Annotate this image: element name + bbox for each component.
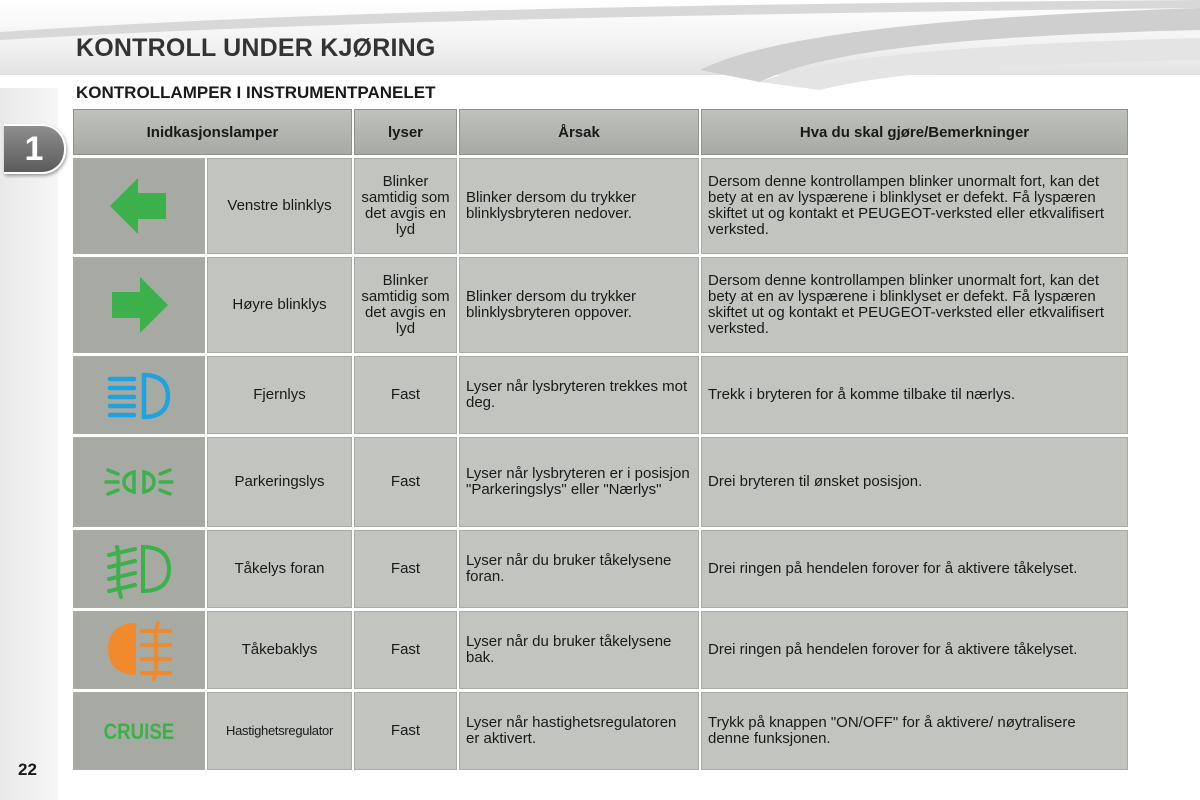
table-row-name: Hastighetsregulator (207, 692, 352, 770)
table-row-light: Fast (354, 530, 457, 608)
table-row-light: Blinker samtidig som det avgis en lyd (354, 158, 457, 254)
page-title: KONTROLL UNDER KJØRING (76, 34, 436, 62)
table-row-light: Fast (354, 437, 457, 527)
header-cause: Årsak (459, 109, 699, 155)
table-row-icon (73, 692, 205, 770)
parking-lights-icon (104, 462, 174, 502)
table-row-cause: Lyser når du bruker tåkelysene foran. (459, 530, 699, 608)
side-strip (0, 88, 58, 800)
page-number: 22 (18, 760, 37, 779)
table-row-notes: Drei ringen på hendelen forover for å aktivere tåkelyset. (701, 611, 1128, 689)
table-row-notes: Drei bryteren til ønsket posisjon. (701, 437, 1128, 527)
left-arrow-icon (108, 175, 170, 237)
table-row-cause: Lyser når du bruker tåkelysene bak. (459, 611, 699, 689)
table-row-cause: Lyser når lysbryteren trekkes mot deg. (459, 356, 699, 434)
table-row-name: Parkeringslys (207, 437, 352, 527)
table-row-cause: Blinker dersom du trykker blinklysbryteren oppover. (459, 257, 699, 353)
rear-fog-icon (104, 619, 174, 681)
table-row-notes: Trekk i bryteren for å komme tilbake til nærlys. (701, 356, 1128, 434)
high-beam-icon (106, 370, 172, 420)
table-row-name: Venstre blinklys (207, 158, 352, 254)
header-notes: Hva du skal gjøre/Bemerkninger (701, 109, 1128, 155)
cruise-icon-text: CRUISE (103, 720, 175, 745)
header-light: lyser (354, 109, 457, 155)
table-row-notes: Dersom denne kontrollampen blinker unormalt fort, kan det bety at en av lyspærene i blinklyset er defekt. Få lyspæren skiftet ut og kontakt et PEUGEOT-verksted eller etkvalifisert verksted. (701, 158, 1128, 254)
table-row-notes: Dersom denne kontrollampen blinker unormalt fort, kan det bety at en av lyspærene i blinklyset er defekt. Få lyspæren skiftet ut og kontakt et PEUGEOT-verksted eller etkvalifisert verksted. (701, 257, 1128, 353)
table-row-notes: Drei ringen på hendelen forover for å aktivere tåkelyset. (701, 530, 1128, 608)
table-row-light: Fast (354, 692, 457, 770)
front-fog-icon (105, 539, 173, 599)
table-row-notes: Trykk på knappen "ON/OFF" for å aktivere/ nøytralisere denne funksjonen. (701, 692, 1128, 770)
header-lamps: Inidkasjonslamper (73, 109, 352, 155)
table-row-light: Fast (354, 611, 457, 689)
table-row-cause: Lyser når lysbryteren er i posisjon "Parkeringslys" eller "Nærlys" (459, 437, 699, 527)
right-arrow-icon (108, 274, 170, 336)
table-row-icon (73, 437, 205, 527)
table-row-name: Tåkebaklys (207, 611, 352, 689)
section-title: KONTROLLAMPER I INSTRUMENTPANELET (76, 83, 436, 102)
table-row-name: Fjernlys (207, 356, 352, 434)
cruise-icon (99, 716, 179, 746)
table-row-name: Tåkelys foran (207, 530, 352, 608)
table-row-icon (73, 530, 205, 608)
table-row-light: Fast (354, 356, 457, 434)
table-row-light: Blinker samtidig som det avgis en lyd (354, 257, 457, 353)
indicator-table (73, 109, 1128, 764)
table-row-icon (73, 257, 205, 353)
table-row-icon (73, 611, 205, 689)
table-row-icon (73, 158, 205, 254)
chapter-badge: 1 (4, 124, 66, 174)
table-row-icon (73, 356, 205, 434)
table-row-cause: Lyser når hastighetsregulatoren er aktivert. (459, 692, 699, 770)
table-row-cause: Blinker dersom du trykker blinklysbryteren nedover. (459, 158, 699, 254)
table-row-name: Høyre blinklys (207, 257, 352, 353)
